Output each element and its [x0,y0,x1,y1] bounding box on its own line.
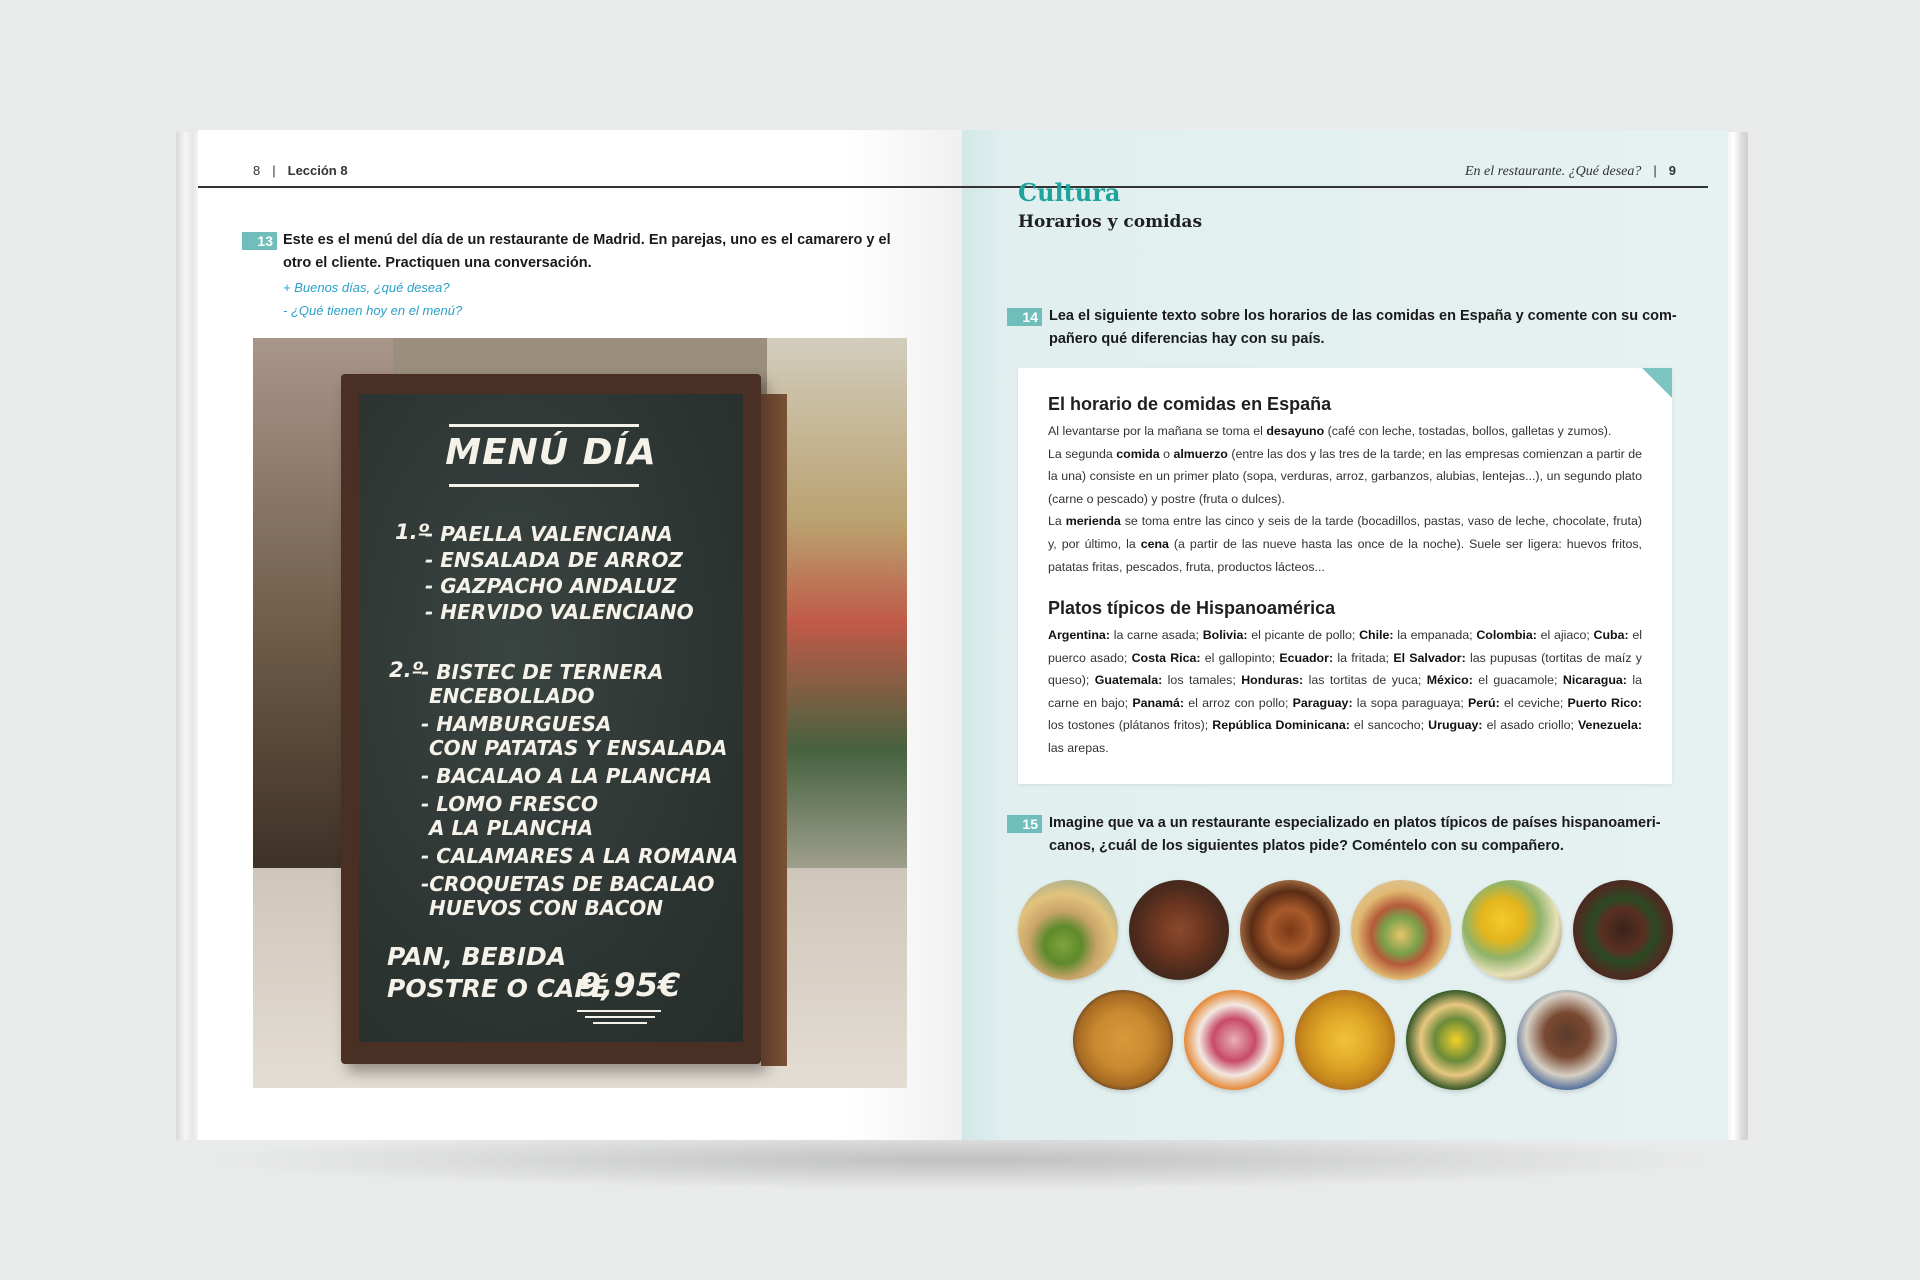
chalk-price: 9,95€ [579,966,681,1004]
left-running-head [253,163,348,178]
chalk-rule-bottom [449,484,639,487]
exercise-13-line-2: otro el cliente. Practiquen una conversación. [283,255,592,271]
chalk-dish: ENCEBOLLADO [429,684,595,708]
page-edges-left [176,132,200,1140]
textbox-heading-spain: El horario de comidas en España [1048,394,1332,414]
lesson-label: Lección 8 [287,163,348,178]
chalk-menu-title: MENÚ DÍA [445,432,657,473]
dish-arroz-con-pollo-photo [1073,990,1173,1090]
right-separator: | [1653,163,1657,178]
right-running-head [1465,163,1676,180]
chalk-dish: A LA PLANCHA [429,816,594,840]
dish-gallopinto-photo [1517,990,1617,1090]
left-page [198,130,962,1140]
price-underline [585,1016,655,1018]
price-underline [577,1010,661,1012]
dish-tamales-photo [1240,880,1340,980]
right-page-number: 9 [1668,163,1676,178]
dish-ceviche-photo [1184,990,1284,1090]
chalk-rule-top [449,424,639,427]
left-page-number: 8 [253,163,261,178]
chalk-dish: - CALAMARES A LA ROMANA [421,844,739,868]
dish-guacamole-photo [1018,880,1118,980]
exercise-15-line-1: Imagine que va a un restaurante especializado en platos típicos de países hispanoameri- [1049,815,1661,831]
menu-board-photo [253,338,907,1088]
textbox-corner-fold [1642,368,1672,398]
chalk-dish: - GAZPACHO ANDALUZ [425,574,677,598]
dialog-customer: - ¿Qué tienen hoy en el menú? [283,303,463,318]
exercise-15-badge: 15 [1007,815,1042,833]
textbox-heading-hispanoamerica: Platos típicos de Hispanoamérica [1048,598,1336,618]
dialog-waiter: + Buenos días, ¿qué desea? [283,280,450,295]
section-subtitle: Horarios y comidas [1018,212,1203,232]
chalkboard [359,394,743,1042]
chalk-dish: -CROQUETAS DE BACALAO [421,872,715,896]
section-title: Cultura [1018,178,1121,207]
running-title: En el restaurante. ¿Qué desea? [1464,164,1642,179]
chalkboard-stand [341,374,761,1064]
chalk-dish: - HERVIDO VALENCIANO [425,600,694,624]
chalk-dish: - ENSALADA DE ARROZ [425,548,683,572]
chalk-dish: - HAMBURGUESA [421,712,612,736]
stand-back-leg [761,394,787,1066]
reading-textbox [1018,368,1672,784]
exercise-15-line-2: canos, ¿cuál de los siguientes platos pide? Coméntelo con su compañero. [1049,838,1564,854]
chalk-dish: CON PATATAS Y ENSALADA [429,736,728,760]
exercise-14-line-1: Lea el siguiente texto sobre los horarios de las comidas en España y comente con su com- [1049,308,1677,324]
right-page [962,130,1728,1140]
exercise-14-instructions [1049,305,1689,351]
chalk-dish: HUEVOS CON BACON [429,896,664,920]
second-course-label: 2.º [389,658,424,682]
dish-ajiaco-photo [1406,990,1506,1090]
left-separator: | [272,163,276,178]
dish-grilled-meat-photo [1129,880,1229,980]
dish-tostones-photo [1295,990,1395,1090]
exercise-14-badge: 14 [1007,308,1042,326]
exercise-13-instructions [283,229,923,275]
first-course-label: 1.º [395,520,430,544]
dish-sancocho-photo [1462,880,1562,980]
chalk-extras-1: PAN, BEBIDA [387,942,567,971]
chalk-dish: - BISTEC DE TERNERA [421,660,664,684]
price-underline [593,1022,647,1024]
exercise-14-line-2: pañero qué diferencias hay con su país. [1049,331,1325,347]
exercise-15-instructions [1049,812,1689,858]
dish-beans-photo [1573,880,1673,980]
chalk-dish: - BACALAO A LA PLANCHA [421,764,713,788]
left-header-rule [198,186,962,188]
chalk-extras-2: POSTRE O CAFÉ [387,974,609,1003]
dish-arepas-photo [1351,880,1451,980]
exercise-13-line-1: Este es el menú del día de un restaurante de Madrid. En parejas, uno es el camarero y el [283,232,891,248]
textbox-paragraph-hispanoamerica: Argentina: la carne asada; Bolivia: el picante de pollo; Chile: la empanada; Colombia: el ajiaco; Cuba: el puerco asado; Costa Rica: el gallopinto; Ecuador: la fritada; El Salvador: las pupusas (tortitas de maíz y queso); Guatemala: los tamales; Honduras: las tortitas de yuca; México: el guacamole; Nicaragua: la carne en bajo; Panamá: el arroz con pollo; Paraguay: la sopa paraguaya; Perú: el ceviche; Puerto Rico: los tostones (plátanos fritos); República Dominicana: el sancocho; Uruguay: el asado criollo; Venezuela: las arepas. [1048,628,1643,755]
exercise-13-badge: 13 [242,232,277,250]
textbox-paragraph-spain: Al levantarse por la mañana se toma el desayuno (café con leche, tostadas, bollos, galletas y zumos). La segunda comida o almuerzo (entre las dos y las tres de la tarde; en las empresas comienzan a partir de la una) consiste en un primer plato (sopa, verduras, arroz, garbanzos, alubias, lentejas...), un segundo plato (carne o pescado) y postre (fruta o dulces). La merienda se toma entre las cinco y seis de la tarde (bocadillos, pastas, vaso de leche, chocolate, fruta) y, por último, la cena (a partir de las nueve hasta las once de la noche). Suele ser ligera: huevos fritos, patatas fritas, pescados, fruta, productos lácteos... [1048,424,1642,574]
chalk-dish: - LOMO FRESCO [421,792,598,816]
chalk-dish: - PAELLA VALENCIANA [425,522,673,546]
